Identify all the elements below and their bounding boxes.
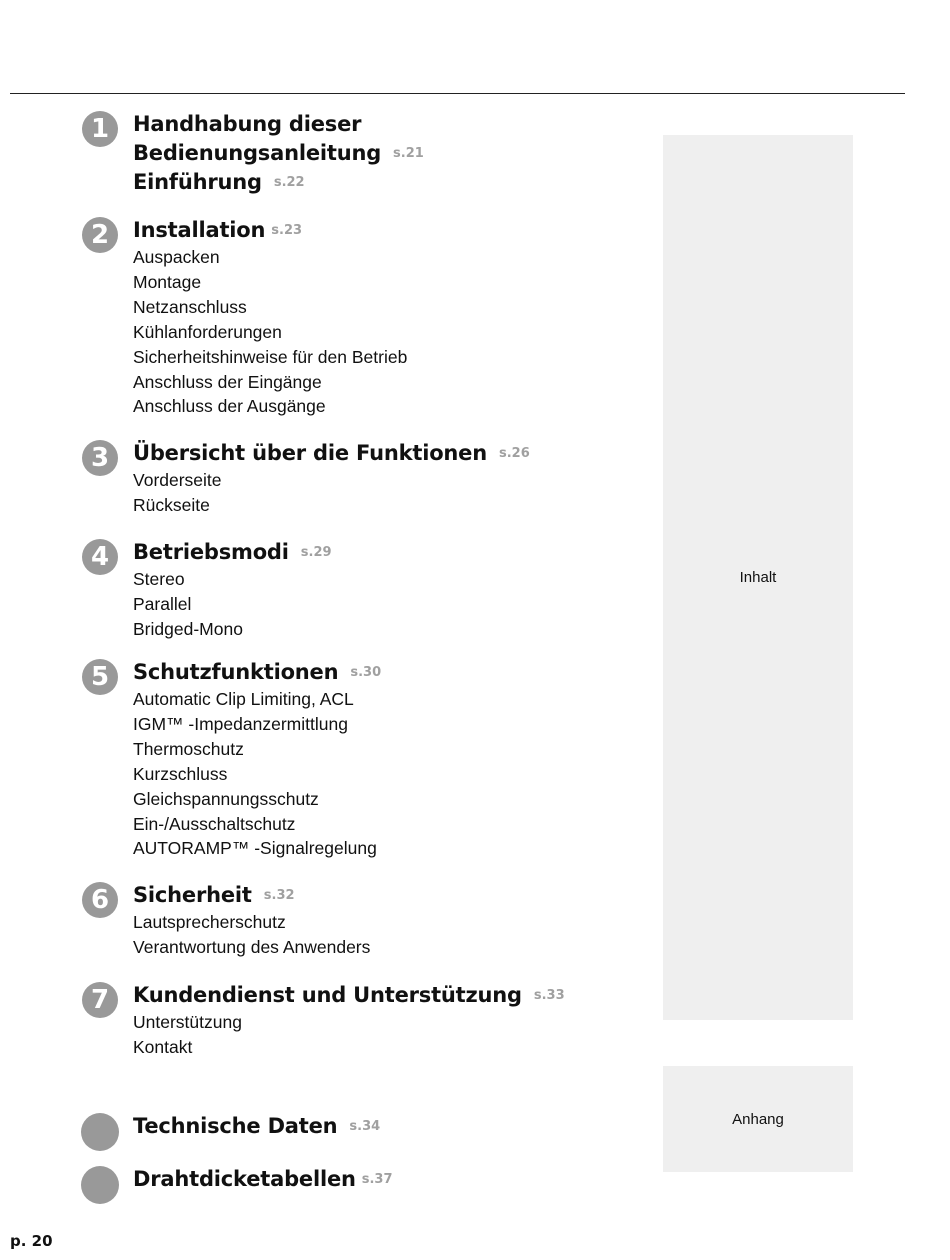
list-item[interactable]: Thermoschutz xyxy=(133,738,244,759)
section-number-badge: 4 xyxy=(82,539,118,575)
list-item[interactable]: Rückseite xyxy=(133,494,210,515)
header-rule xyxy=(10,93,905,94)
list-item[interactable]: Auspacken xyxy=(133,247,220,267)
section-number-badge: 5 xyxy=(82,659,118,695)
page-reference: s.32 xyxy=(263,888,295,903)
appendix-label: Anhang xyxy=(732,1110,784,1128)
list-item[interactable]: AUTORAMP™ -Signalregelung xyxy=(133,838,377,859)
appendix-panel xyxy=(663,1066,853,1172)
section-number-badge: 7 xyxy=(82,982,118,1018)
page-reference: s.37 xyxy=(361,1172,393,1187)
section-number-badge: 1 xyxy=(82,111,118,147)
page-reference: s.21 xyxy=(393,146,424,161)
list-item[interactable]: Kühlanforderungen xyxy=(133,321,282,342)
section-title-line-2[interactable]: Bedienungsanleitung xyxy=(133,141,382,165)
page-reference: s.30 xyxy=(350,665,382,680)
section-item-list xyxy=(133,567,633,642)
appendix-bullet-icon xyxy=(81,1113,119,1151)
contents-label: Inhalt xyxy=(739,569,777,586)
list-item[interactable]: Stereo xyxy=(133,569,185,589)
contents-panel xyxy=(663,135,853,1020)
list-item[interactable]: Ein-/Ausschaltschutz xyxy=(133,813,296,834)
page-number: p. 20 xyxy=(10,1232,53,1250)
section-number-badge: 3 xyxy=(82,440,118,476)
page-reference: s.22 xyxy=(273,175,305,190)
list-item[interactable]: Sicherheitshinweise für den Betrieb xyxy=(133,346,408,367)
section-item-list xyxy=(133,910,633,960)
list-item[interactable]: Anschluss der Ausgänge xyxy=(133,396,326,417)
section-item-list xyxy=(133,687,633,861)
section-title[interactable]: Installation xyxy=(133,218,266,242)
section-number-badge: 6 xyxy=(82,882,118,918)
list-item[interactable]: Gleichspannungsschutz xyxy=(133,788,319,809)
list-item[interactable]: Anschluss der Eingänge xyxy=(133,371,322,392)
page-reference: s.29 xyxy=(300,545,332,560)
section-title[interactable]: Schutzfunktionen xyxy=(133,660,339,684)
page-reference: s.26 xyxy=(498,446,530,461)
section-number-badge: 2 xyxy=(82,217,118,253)
page-reference: s.34 xyxy=(349,1119,381,1134)
section-title[interactable]: Übersicht über die Funktionen xyxy=(133,441,487,465)
list-item[interactable]: Kontakt xyxy=(133,1036,193,1057)
list-item[interactable]: Verantwortung des Anwenders xyxy=(133,936,371,957)
page-reference: s.23 xyxy=(271,223,303,238)
list-item[interactable]: Netzanschluss xyxy=(133,296,247,317)
subsection-title[interactable]: Einführung xyxy=(133,170,262,194)
list-item[interactable]: IGM™ -Impedanzermittlung xyxy=(133,713,348,734)
page-reference: s.33 xyxy=(533,988,565,1003)
section-title[interactable]: Drahtdicketabellen xyxy=(133,1167,356,1191)
appendix-bullet-icon xyxy=(81,1166,119,1204)
section-item-list xyxy=(133,245,633,419)
list-item[interactable]: Unterstützung xyxy=(133,1012,242,1032)
list-item[interactable]: Kurzschluss xyxy=(133,763,228,784)
list-item[interactable]: Parallel xyxy=(133,593,192,614)
list-item[interactable]: Vorderseite xyxy=(133,470,222,490)
section-title[interactable]: Betriebsmodi xyxy=(133,540,289,564)
list-item[interactable]: Montage xyxy=(133,271,202,292)
section-title[interactable]: Kundendienst und Unterstützung xyxy=(133,983,522,1007)
section-item-list xyxy=(133,1010,633,1060)
list-item[interactable]: Lautsprecherschutz xyxy=(133,912,286,932)
section-title[interactable]: Technische Daten xyxy=(133,1114,338,1138)
section-title-line-1[interactable]: Handhabung dieser xyxy=(133,112,362,136)
list-item[interactable]: Bridged-Mono xyxy=(133,618,243,639)
section-title[interactable]: Sicherheit xyxy=(133,883,252,907)
list-item[interactable]: Automatic Clip Limiting, ACL xyxy=(133,689,354,709)
section-item-list xyxy=(133,468,633,518)
